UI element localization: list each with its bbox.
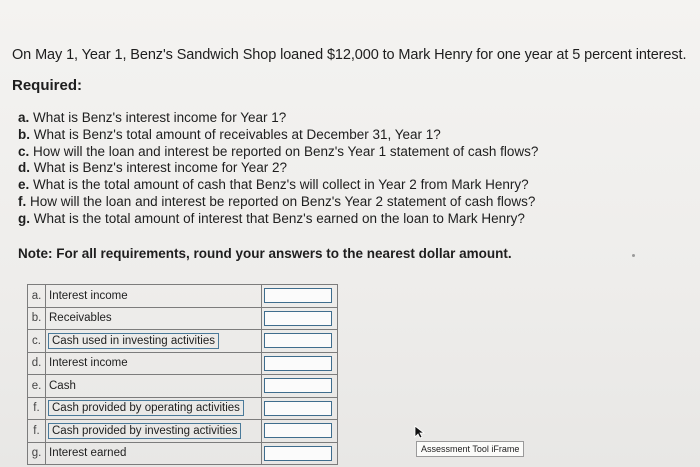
question-letter: f. [18,193,27,209]
row-label: Interest income [46,285,262,308]
question-letter: c. [18,143,30,159]
question-letter: a. [18,110,30,125]
question-item [18,144,538,161]
row-label-select[interactable]: Cash provided by operating activities [48,400,244,416]
row-letter: g. [28,442,46,465]
answer-table [27,284,338,465]
row-label: Cash [46,375,262,398]
stray-dot [632,254,635,257]
answer-input[interactable] [264,401,332,416]
question-letter: g. [18,210,30,226]
required-heading: Required: [12,77,83,94]
row-letter: c. [28,330,46,353]
question-text: How will the loan and interest be reported on Benz's Year 2 statement of cash flows? [30,193,536,209]
question-text: What is the total amount of cash that Benz's will collect in Year 2 from Mark Henry? [33,177,529,193]
answer-input[interactable] [264,333,332,348]
problem-intro: On May 1, Year 1, Benz's Sandwich Shop loaned $12,000 to Mark Henry for one year at 5 percent interest. [12,47,687,63]
row-label-select[interactable]: Cash used in investing activities [48,333,219,349]
question-text: What is the total amount of interest that Benz's earned on the loan to Mark Henry? [33,210,525,226]
table-row [28,375,338,398]
row-label-select[interactable]: Cash provided by investing activities [48,423,241,439]
iframe-tooltip: Assessment Tool iFrame [416,441,524,457]
answer-input[interactable] [264,356,332,371]
table-row [28,307,338,330]
question-item [18,177,538,194]
row-label: Interest income [46,352,262,375]
table-row [28,442,338,465]
table-row [28,420,338,443]
answer-input[interactable] [264,288,332,303]
question-letter: e. [18,177,30,193]
row-label: Receivables [46,307,262,330]
answer-input[interactable] [264,446,332,461]
answer-input[interactable] [264,378,332,393]
table-row [28,352,338,375]
row-letter: d. [28,352,46,375]
question-list [18,110,538,228]
question-item [18,127,538,144]
row-letter: b. [28,307,46,330]
question-text: What is Benz's total amount of receivables at December 31, Year 1? [33,126,441,142]
question-item [18,194,538,211]
row-letter: a. [28,285,46,308]
question-letter: d. [18,160,30,176]
row-letter: f. [28,420,46,443]
question-text: What is Benz's interest income for Year 2? [33,160,287,176]
table-row [28,285,338,308]
question-item [18,160,538,177]
row-letter: f. [28,397,46,420]
question-item [18,110,538,127]
row-label: Interest earned [46,442,262,465]
answer-input[interactable] [264,423,332,438]
row-letter: e. [28,375,46,398]
mouse-cursor-icon [414,425,426,439]
rounding-note: Note: For all requirements, round your answers to the nearest dollar amount. [18,246,512,261]
question-letter: b. [18,126,30,142]
table-row [28,397,338,420]
answer-input[interactable] [264,311,332,326]
table-row [28,330,338,353]
question-item [18,211,538,228]
question-text: How will the loan and interest be reported on Benz's Year 1 statement of cash flows? [33,143,539,159]
question-text: What is Benz's interest income for Year 1? [33,110,287,125]
